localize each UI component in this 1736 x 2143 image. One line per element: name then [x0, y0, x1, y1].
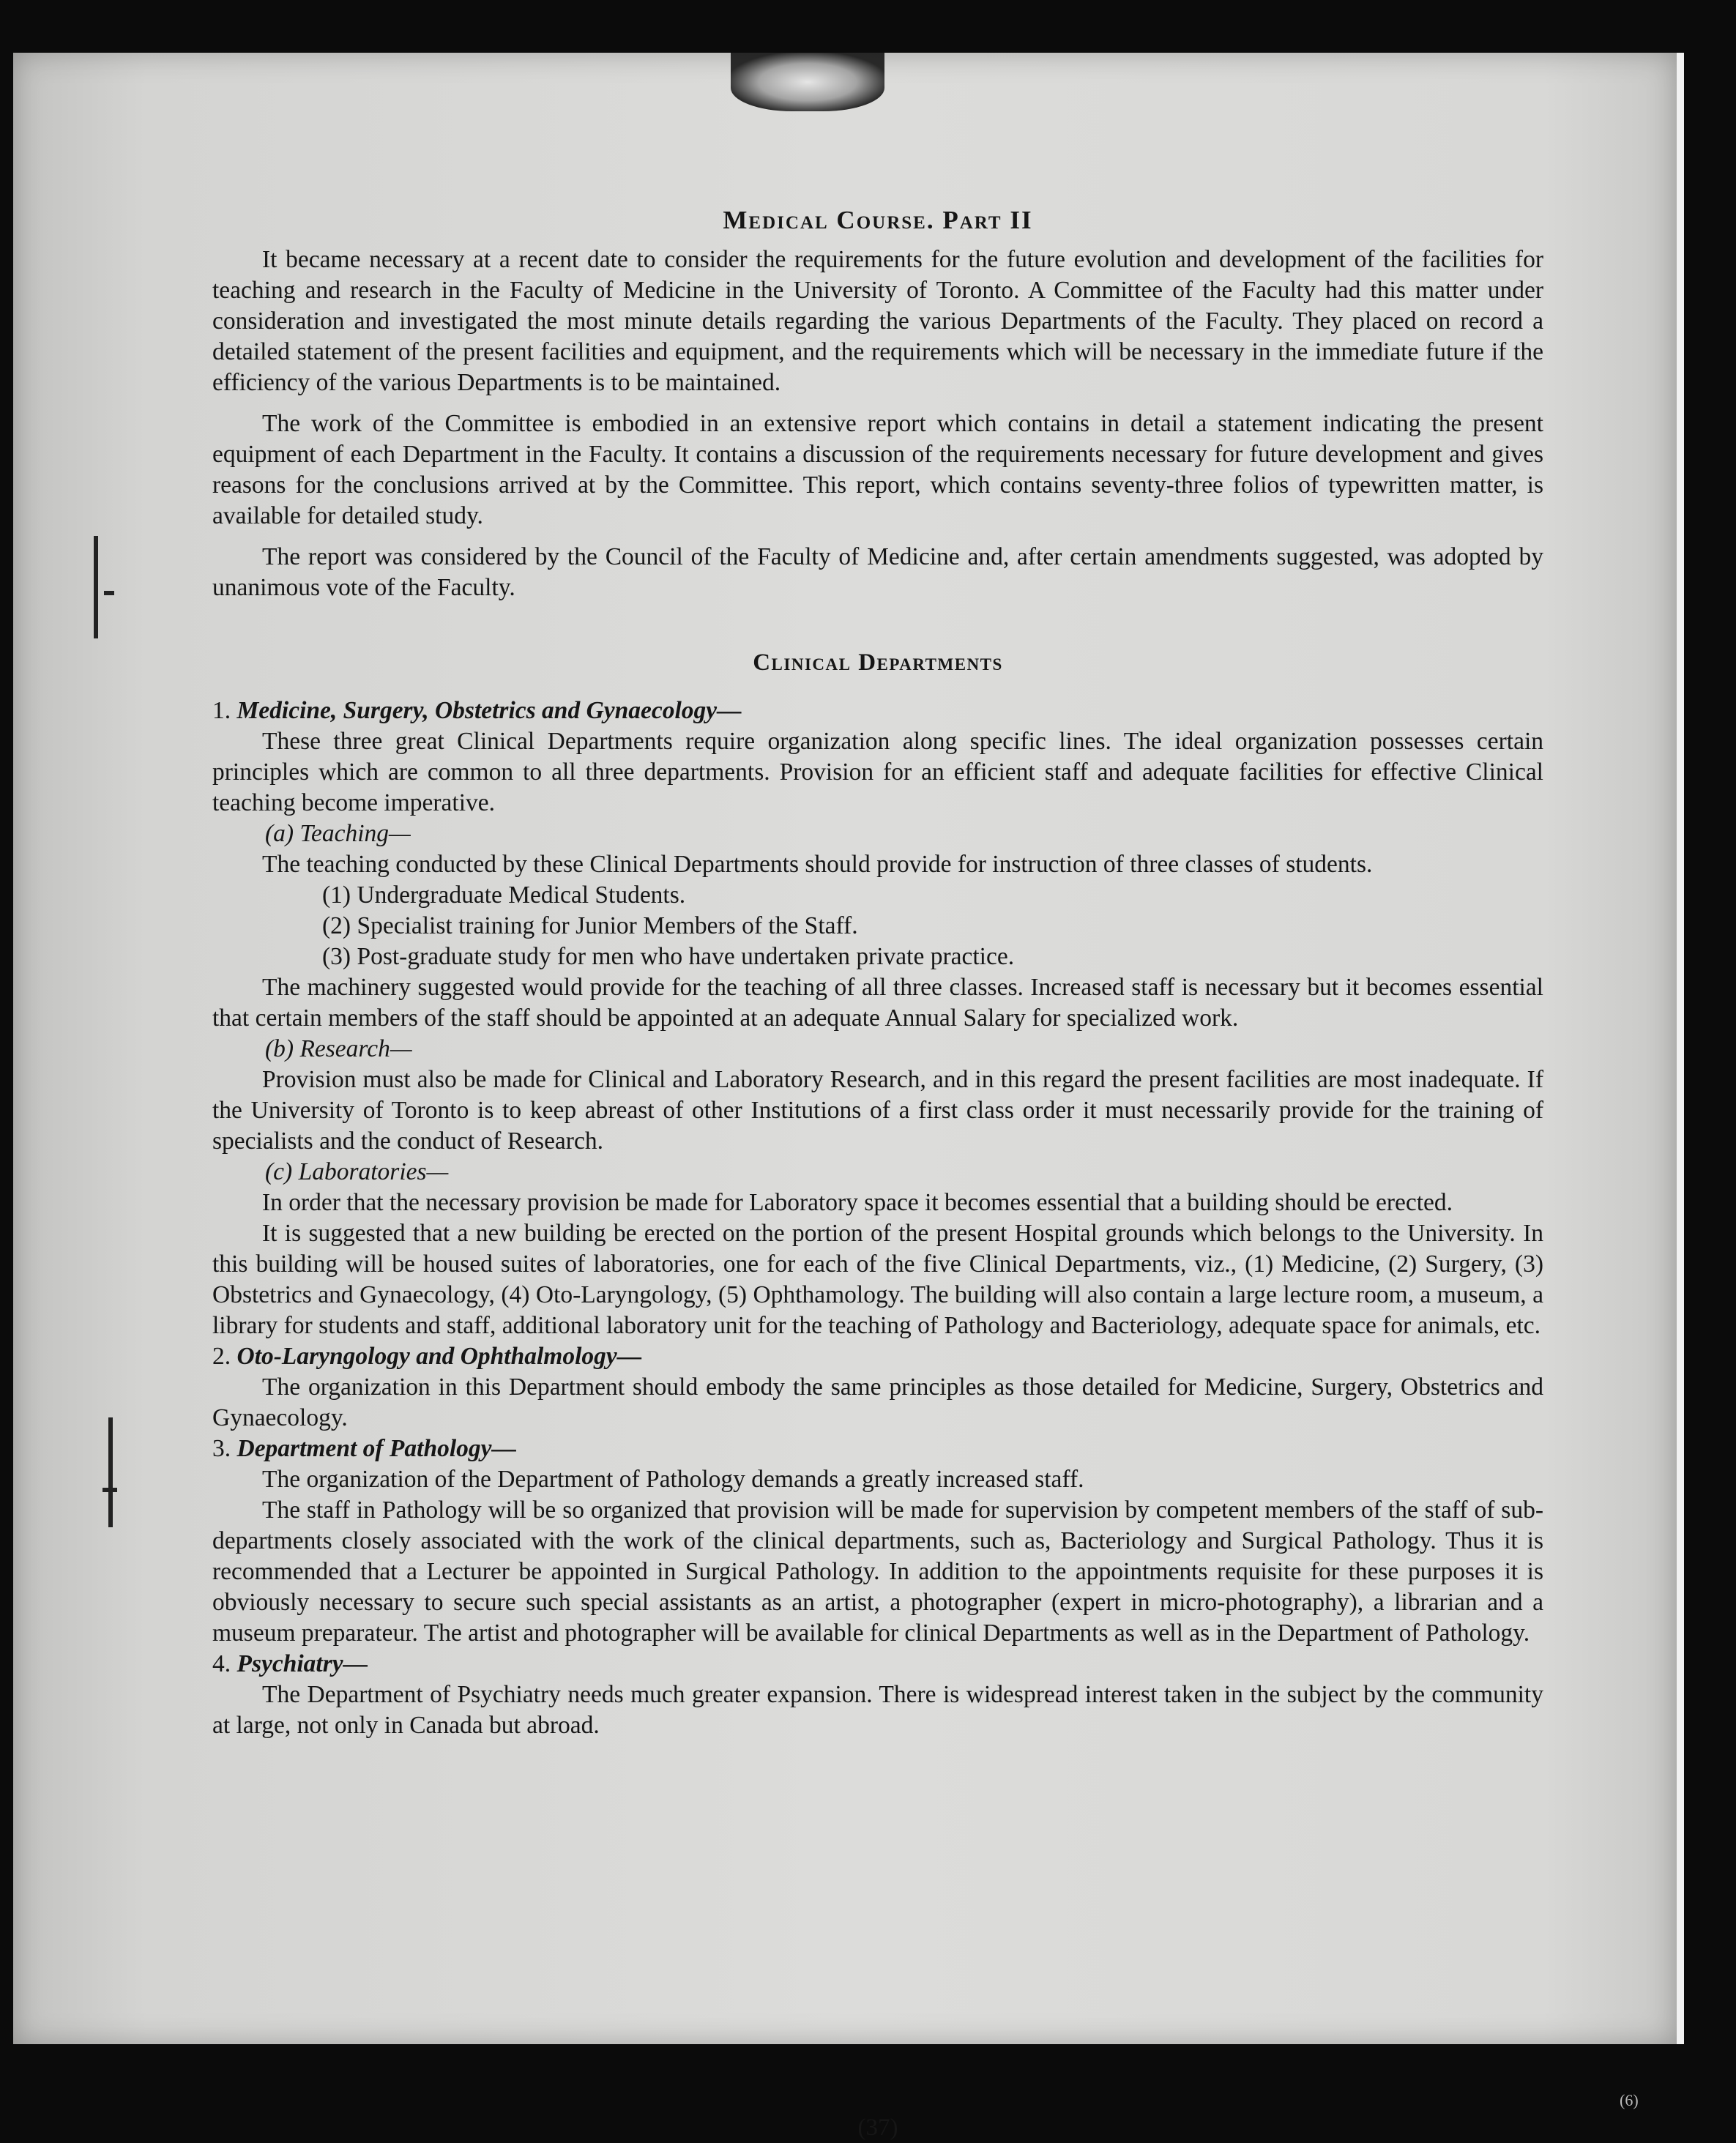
- section-2-title: Oto-Laryngology and Ophthalmology—: [236, 1343, 642, 1370]
- section-3-heading: [212, 1434, 1543, 1464]
- subsection-c-paragraph-2: It is suggested that a new building be erected on the portion of the present Hospital grounds which belongs to the University. In this building will be housed suites of laboratories, one for each of the five Clinical Departments, viz., (1) Medicine, (2) Surgery, (3) Obstetrics and Gynaecology, (4) Oto-Laryngology, (5) Ophthamology. The building will also contain a large lecture room, a museum, a library for students and staff, additional laboratory unit for the teaching of Pathology and Bacteriology, adequate space for animals, etc.: [212, 1220, 1543, 1339]
- list-item-number: (1): [322, 882, 351, 909]
- list-item-text: Specialist training for Junior Members of the Staff.: [357, 912, 858, 939]
- list-item-number: (2): [322, 912, 351, 939]
- intro-paragraph-3: The report was considered by the Council of the Faculty of Medicine and, after certain amendments suggested, was adopted by unanimous vote of the Faculty.: [212, 543, 1543, 601]
- subsection-b-label: (b): [265, 1035, 294, 1062]
- section-4-heading: [212, 1649, 1543, 1680]
- intro-paragraph-2: The work of the Committee is embodied in an extensive report which contains in detail a statement indicating the present equipment of each Department in the Faculty. It contains a discussion of the requirements necessary for future development and gives reasons for the conclusions arrived at by the Committee. This report, which contains seventy-three folios of typewritten matter, is available for detailed study.: [212, 410, 1543, 529]
- section-2-paragraph: The organization in this Department should embody the same principles as those detailed for Medicine, Surgery, Obstetrics and Gynaecology.: [212, 1374, 1543, 1431]
- torn-edge: [731, 53, 884, 111]
- section-4-title: Psychiatry—: [236, 1650, 368, 1677]
- section-1-title: Medicine, Surgery, Obstetrics and Gynaecology—: [236, 697, 742, 724]
- list-item: [322, 880, 1543, 911]
- section-4-paragraph: The Department of Psychiatry needs much greater expansion. There is widespread interest taken in the subject by the community at large, not only in Canada but abroad.: [212, 1681, 1543, 1739]
- intro-paragraph-1: It became necessary at a recent date to consider the requirements for the future evolution and development of the facilities for teaching and research in the Faculty of Medicine in the University of Toronto. A Committee of the Faculty had this matter under consideration and investigated the most minute details regarding the various Departments of the Faculty. They placed on record a detailed statement of the present facilities and equipment, and the requirements which will be necessary in the immediate future if the efficiency of the various Departments is to be maintained.: [212, 246, 1543, 396]
- binding-mark: [104, 591, 114, 595]
- subsection-a-title: Teaching—: [299, 820, 411, 847]
- list-item-text: Post-graduate study for men who have undertaken private practice.: [357, 943, 1015, 970]
- subsection-a-paragraph: The teaching conducted by these Clinical Departments should provide for instruction of three classes of students.: [262, 851, 1373, 878]
- list-item-number: (3): [322, 943, 351, 970]
- binding-mark: [94, 536, 98, 638]
- subsection-a-label: (a): [265, 820, 294, 847]
- subsection-c-title: Laboratories—: [298, 1158, 449, 1185]
- subsection-b-paragraph: Provision must also be made for Clinical and Laboratory Research, and in this regard the present facilities are most inadequate. If the University of Toronto is to keep abreast of other Institutions of a first class order it must necessarily provide for the training of specialists and the conduct of Research.: [212, 1066, 1543, 1155]
- section-2-heading: [212, 1341, 1543, 1372]
- subsection-c-label: (c): [265, 1158, 293, 1185]
- section-3-paragraph-2: The staff in Pathology will be so organized that provision will be made for supervision by competent members of the staff of sub-departments closely associated with the work of the clinical departments, such as, Bacteriology and Surgical Pathology. Thus it is recommended that a Lecturer be appointed in Surgical Pathology. In addition to the appointments requisite for these purposes it is obviously necessary to secure such special assistants as an artist, a photographer (expert in micro-photography), a librarian and a museum preparateur. The artist and photographer will be available for clinical Departments as well as in the Department of Pathology.: [212, 1497, 1543, 1647]
- page-number: (37): [857, 2114, 898, 2141]
- section-2-number: 2.: [212, 1343, 231, 1370]
- subsection-c-paragraph: In order that the necessary provision be made for Laboratory space it becomes essential that a building should be erected.: [262, 1189, 1453, 1216]
- section-1-number: 1.: [212, 697, 231, 724]
- subsection-c-heading: [265, 1157, 1543, 1188]
- corner-mark: (6): [1620, 2091, 1639, 2109]
- subsection-b-title: Research—: [299, 1035, 412, 1062]
- section-3-paragraph: The organization of the Department of Pathology demands a greatly increased staff.: [262, 1466, 1084, 1493]
- document-body: [212, 205, 1543, 2141]
- section-3-title: Department of Pathology—: [236, 1435, 517, 1462]
- section-4-number: 4.: [212, 1650, 231, 1677]
- section-title: Clinical Departments: [753, 649, 1003, 676]
- section-1-heading: [212, 696, 1543, 726]
- section-1-paragraph: These three great Clinical Departments require organization along specific lines. The ideal organization possesses certain principles which are common to all three departments. Provision for an efficient staff and adequate facilities for effective Clinical teaching become imperative.: [212, 728, 1543, 816]
- binding-mark: [108, 1417, 113, 1527]
- list-item: [322, 942, 1543, 972]
- list-item: [322, 911, 1543, 942]
- list-item-text: Undergraduate Medical Students.: [357, 882, 686, 909]
- running-head: Medical Course. Part II: [723, 206, 1033, 234]
- subsection-a-paragraph-2: The machinery suggested would provide for the teaching of all three classes. Increased staff is necessary but it becomes essential that certain members of the staff should be appointed at an adequate Annual Salary for specialized work.: [212, 974, 1543, 1032]
- subsection-b-heading: [265, 1034, 1543, 1065]
- scanned-page: [13, 53, 1684, 2141]
- subsection-a-heading: [265, 819, 1543, 849]
- section-3-number: 3.: [212, 1435, 231, 1462]
- binding-mark: [103, 1488, 117, 1492]
